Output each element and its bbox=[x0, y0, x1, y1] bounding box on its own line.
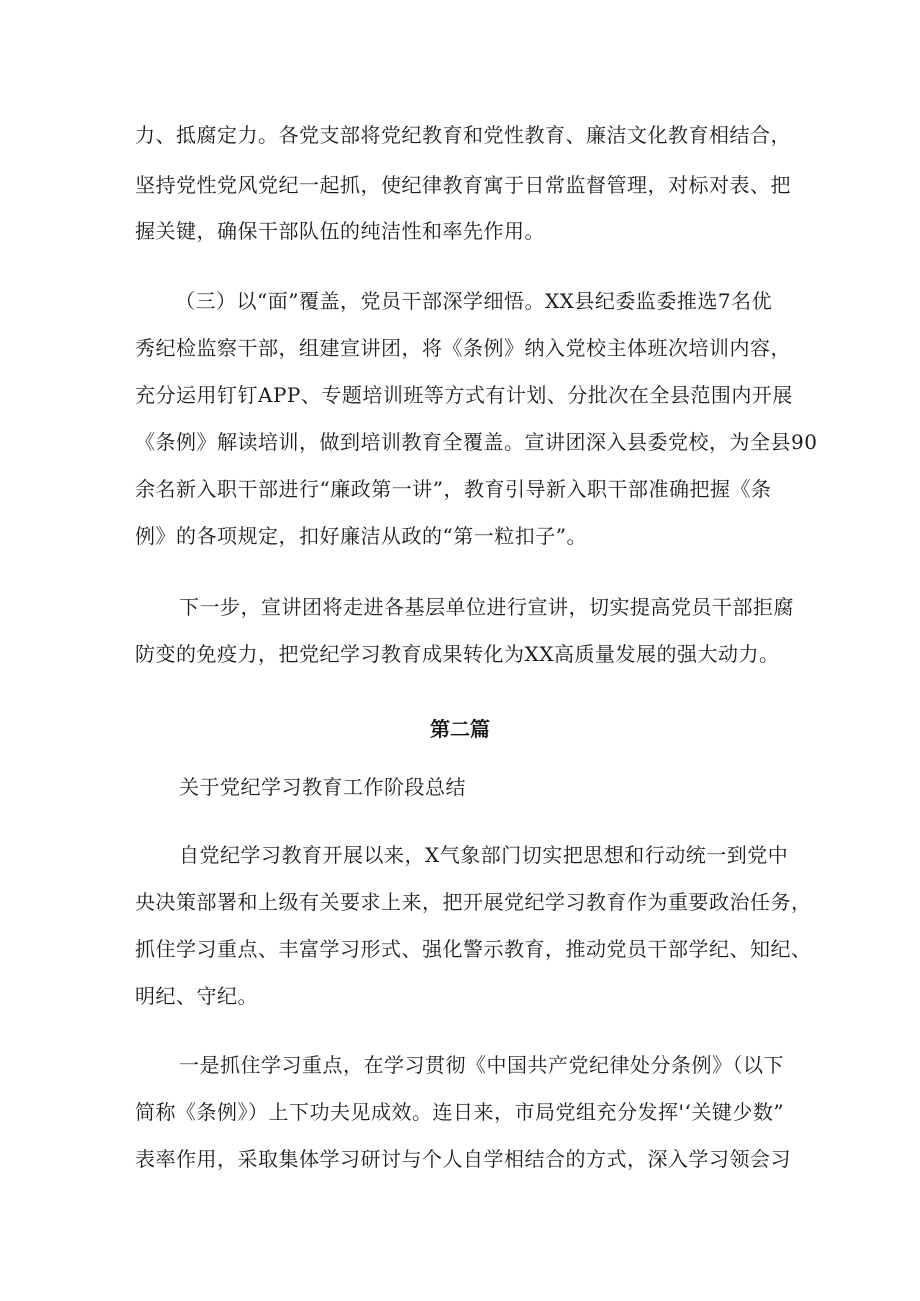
paragraph-line: 简称《条例》）上下功夫见成效。连日来，市局党组充分发挥'‘关键少数” bbox=[135, 1100, 785, 1124]
paragraph-line: 《条例》解读培训，做到培训教育全覆盖。宣讲团深入县委党校，为全县90 bbox=[135, 430, 818, 454]
paragraph-line: 下一步，宣讲团将走进各基层单位进行宣讲，切实提高党员干部拒腐 bbox=[179, 595, 794, 619]
paragraph-line: （三）以“面”覆盖，党员干部深学细悟。XX县纪委监委推选7名优 bbox=[175, 289, 773, 313]
section-heading: 第二篇 bbox=[430, 717, 490, 741]
paragraph-line: 央决策部署和上级有关要求上来，把开展党纪学习教育作为重要政治任务， bbox=[135, 890, 812, 914]
paragraph-line: 握关键，确保干部队伍的纯洁性和率先作用。 bbox=[135, 219, 545, 243]
paragraph-line: 例》的各项规定，扣好廉洁从政的“第一粒扣子”。 bbox=[135, 524, 587, 548]
paragraph-line: 余名新入职干部进行“廉政第一讲”，教育引导新入职干部准确把握《条 bbox=[135, 477, 772, 501]
paragraph-line: 秀纪检监察干部，组建宣讲团，将《条例》纳入党校主体班次培训内容， bbox=[135, 336, 791, 360]
document-subtitle: 关于党纪学习教育工作阶段总结 bbox=[179, 775, 466, 799]
paragraph-line: 明纪、守纪。 bbox=[135, 984, 258, 1008]
paragraph-line: 充分运用钉钉APP、专题培训班等方式有计划、分批次在全县范围内开展 bbox=[135, 383, 793, 407]
paragraph-line: 一是抓住学习重点，在学习贯彻《中国共产党纪律处分条例》（以下 bbox=[179, 1053, 784, 1077]
paragraph-line: 坚持党性党风党纪一起抓，使纪律教育寓于日常监督管理，对标对表、把 bbox=[135, 173, 791, 197]
paragraph-line: 防变的免疫力，把党纪学习教育成果转化为XX高质量发展的强大动力。 bbox=[135, 642, 780, 666]
paragraph-line: 表率作用，采取集体学习研讨与个人自学相结合的方式，深入学习领会习 bbox=[135, 1147, 791, 1171]
paragraph-line: 自党纪学习教育开展以来，X气象部门切实把思想和行动统一到党中 bbox=[179, 843, 789, 867]
paragraph-line: 力、抵腐定力。各党支部将党纪教育和党性教育、廉洁文化教育相结合， bbox=[135, 123, 791, 147]
paragraph-line: 抓住学习重点、丰富学习形式、强化警示教育，推动党员干部学纪、知纪、 bbox=[135, 937, 812, 961]
